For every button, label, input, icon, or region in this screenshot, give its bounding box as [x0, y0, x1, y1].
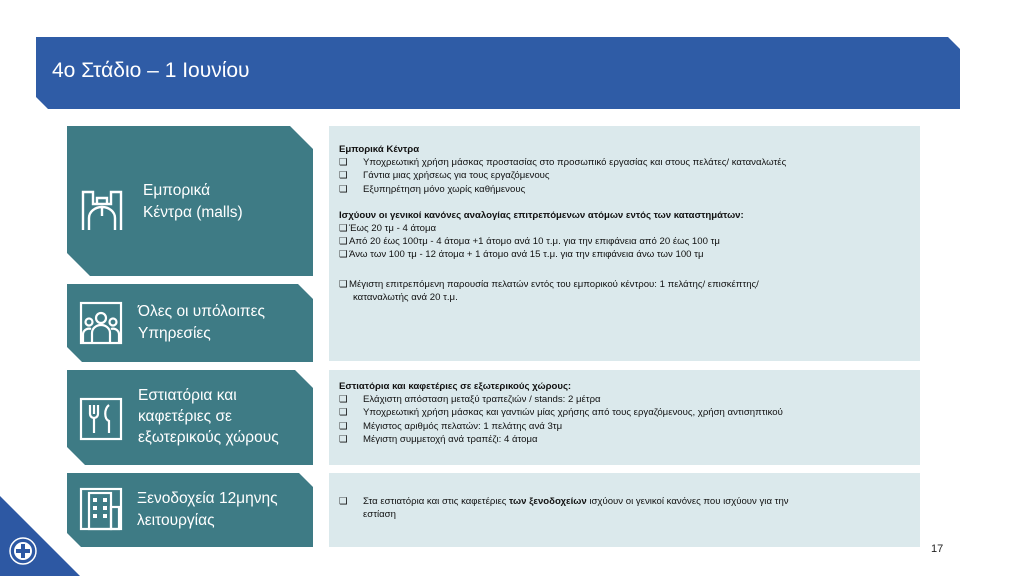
people-icon [79, 301, 123, 345]
slide-title: 4ο Στάδιο – 1 Ιουνίου [52, 59, 250, 82]
category-label: Όλες οι υπόλοιπες [138, 303, 265, 320]
panel-heading: Εμπορικά Κέντρα [339, 144, 420, 155]
panel-heading: Εστιατόρια και καφετέριες σε εξωτερικούς χώρους: [339, 381, 572, 392]
malls-rules-panel [329, 126, 920, 361]
checkbox-bullet-icon: ❑ [339, 420, 348, 432]
cutlery-icon [79, 397, 123, 441]
checkbox-bullet-icon: ❑ [339, 183, 348, 195]
list-item: ❑ Ελάχιστη απόσταση μεταξύ τραπεζιών / stands: 2 μέτρα [339, 394, 601, 406]
greek-government-emblem-icon [0, 496, 80, 576]
list-item: ❑ Μέγιστη επιτρεπόμενη παρουσία πελατών εντός του εμπορικού κέντρου: 1 πελάτης/ επισκέπτης/ [339, 278, 759, 290]
category-label: Εμπορικά [143, 182, 211, 199]
checkbox-bullet-icon: ❑ [339, 223, 348, 235]
checkbox-bullet-icon: ❑ [339, 496, 348, 507]
category-label: καφετέριες σε [138, 408, 232, 425]
checkbox-bullet-icon: ❑ [339, 157, 348, 169]
checkbox-bullet-icon: ❑ [339, 236, 348, 248]
building-icon [79, 487, 123, 531]
category-label: Εστιατόρια και [138, 387, 237, 404]
category-label: Ξενοδοχεία 12μηνης [137, 490, 278, 507]
list-item-continuation: καταναλωτής ανά 20 τ.μ. [353, 291, 458, 303]
list-item: ❑ Από 20 έως 100τμ - 4 άτομα +1 άτομο ανά 10 τ.μ. για την επιφάνεια από 20 έως 100 τμ [339, 236, 720, 248]
list-item: ❑ Στα εστιατόρια και στις καφετέριες των ξενοδοχείων ισχύουν οι γενικοί κανόνες που ισχύουν για την [339, 496, 789, 507]
list-item: ❑ Υποχρεωτική χρήση μάσκας προστασίας στο προσωπικό εργασίας και στους πελάτες/ καταναλωτές [339, 157, 787, 169]
hotels-rules-panel [329, 473, 920, 547]
list-item: ❑ Υποχρεωτική χρήση μάσκας και γαντιών μίας χρήσης από τους εργαζόμενους, χρήση αντισηπτικού [339, 407, 783, 419]
category-label: Υπηρεσίες [138, 325, 211, 342]
slide-header [36, 37, 960, 109]
mall-icon [79, 188, 125, 234]
list-item: ❑ Γάντια μιας χρήσεως για τους εργαζόμενους [339, 170, 550, 182]
list-item: ❑ Άνω των 100 τμ - 12 άτομα + 1 άτομο ανά 15 τ.μ. για την επιφάνεια άνω των 100 τμ [339, 249, 704, 261]
rules-heading: Ισχύουν οι γενικοί κανόνες αναλογίας επιτρεπόμενων ατόμων εντός των καταστημάτων: [339, 209, 744, 221]
category-hotels [67, 473, 313, 547]
page-number: 17 [931, 543, 944, 555]
category-other-services [67, 284, 313, 362]
category-restaurants [67, 370, 313, 465]
category-malls [67, 126, 313, 276]
checkbox-bullet-icon: ❑ [339, 433, 348, 445]
category-label: Κέντρα (malls) [143, 204, 243, 221]
list-item: ❑ Μέγιστη συμμετοχή ανά τραπέζι: 4 άτομα [339, 433, 538, 445]
checkbox-bullet-icon: ❑ [339, 407, 348, 419]
restaurants-rules-panel [329, 370, 920, 465]
list-item: ❑ Εξυπηρέτηση μόνο χωρίς καθήμενους [339, 183, 526, 195]
checkbox-bullet-icon: ❑ [339, 249, 348, 261]
list-item-continuation: εστίαση [363, 509, 396, 521]
category-label: εξωτερικούς χώρους [138, 429, 279, 446]
list-item: ❑ Μέγιστος αριθμός πελατών: 1 πελάτης ανά 3τμ [339, 420, 563, 432]
checkbox-bullet-icon: ❑ [339, 170, 348, 182]
list-item: ❑ Έως 20 τμ - 4 άτομα [339, 223, 437, 235]
category-label: λειτουργίας [137, 512, 215, 529]
checkbox-bullet-icon: ❑ [339, 278, 348, 290]
checkbox-bullet-icon: ❑ [339, 394, 348, 406]
